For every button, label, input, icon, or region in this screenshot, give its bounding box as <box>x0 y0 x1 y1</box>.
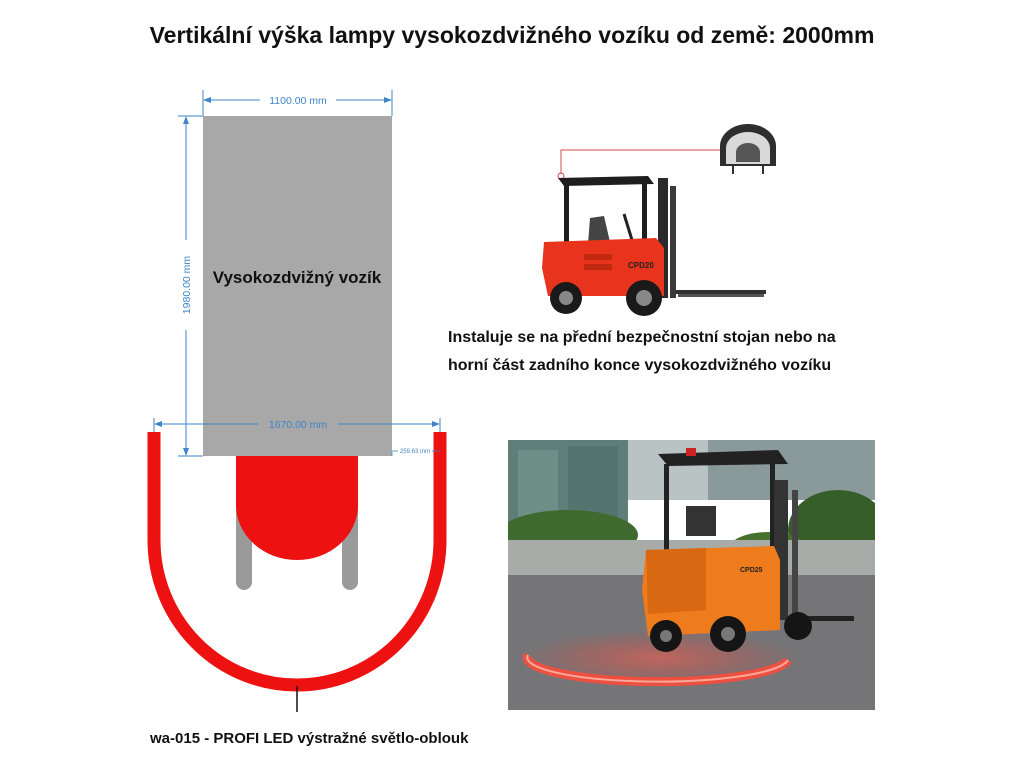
width-dimension-label: 1100.00 mm <box>269 95 327 107</box>
forklift-arc-photo <box>508 440 875 710</box>
caption-line-1: Instaluje se na přední bezpečnostní stojan nebo na <box>448 329 836 346</box>
page-title: Vertikální výška lampy vysokozdvižného vozíku od země: 2000mm <box>149 22 875 48</box>
caption-line-2: horní část zadního konce vysokozdvižného vozíku <box>448 357 832 374</box>
height-dimension-label: 1980.00 mm <box>181 255 193 315</box>
forklift-arc-photo-scene <box>508 440 875 710</box>
offset-dimension-label: 259.63 mm <box>399 449 431 455</box>
lamp-pointer-line <box>561 150 720 174</box>
forklift2-badge: CPD25 <box>740 567 763 574</box>
forklift-photo <box>528 118 778 318</box>
arc-width-dimension-label: 1670.00 mm <box>268 419 328 431</box>
forklift-badge: CPD20 <box>628 261 654 270</box>
lamp-detail-image <box>720 124 776 174</box>
forklift-body-label: Vysokozdvižný vozík <box>212 268 382 287</box>
red-zone-front <box>236 455 358 560</box>
installation-caption <box>448 324 898 380</box>
product-label: wa-015 - PROFI LED výstražné světlo-oblouk <box>150 730 469 747</box>
